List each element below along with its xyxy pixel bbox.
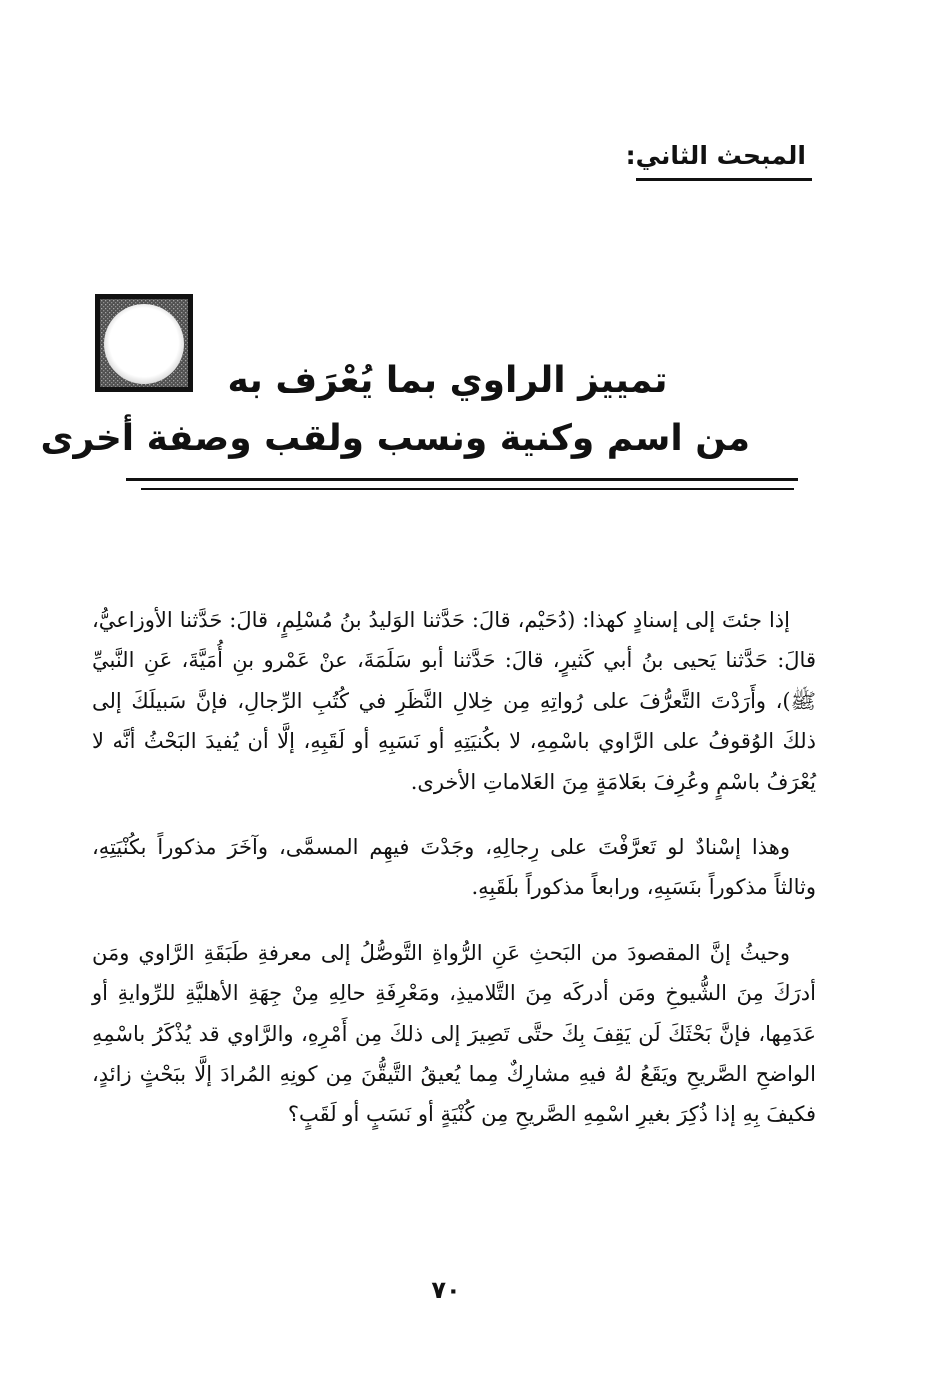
section-label: المبحث الثاني: xyxy=(625,141,806,170)
title-divider-thin xyxy=(141,488,794,490)
chapter-title-line-2: من اسم وكنية ونسب ولقب وصفة أخرى xyxy=(40,418,750,459)
chapter-title-line-1: تمييز الراوي بما يُعْرَف به xyxy=(227,360,668,401)
page-number: ٧٠ xyxy=(431,1276,461,1304)
paragraph-3: وحيثُ إنَّ المقصودَ من البَحثِ عَنِ الرُّواةِ التَّوصُّلُ إلى معرفةِ طَبَقَةِ الرَّاوي ومَن أدرَكَ مِنَ الشُّيوخِ ومَن أدركَه مِنَ التَّلاميذِ، ومَعْرِفَةِ حالِهِ مِنْ جِهَةِ الأهليَّةِ للرِّوايةِ أو عَدَمِها، فإنَّ بَحْثَكَ لَن يَقِفَ بِكَ حتَّى تَصِيرَ إلى ذلكَ مِن أَمْرِهِ، والرَّاوي قد يُذْكَرُ باسْمِهِ الواضحِ الصَّريحِ ويَقَعُ لهُ فيهِ مشارِكٌ مِما يُعيقُ التَّيقُّنَ مِن كونِهِ المُرادَ إلَّا ببَحْثٍ زائدٍ، فكيفَ بِهِ إذا ذُكِرَ بغيرِ اسْمِهِ الصَّريحِ مِن كُنْيَةٍ أو نَسَبٍ أو لَقَبٍ؟ xyxy=(92,940,816,1127)
chapter-title xyxy=(40,352,750,468)
paragraph-1: إذا جئتَ إلى إسنادٍ كهذا: (دُحَيْم، قالَ: حَدَّثنا الوَليدُ بنُ مُسْلِمٍ، قالَ: حَدَّثنا الأوزاعيُّ، قالَ: حَدَّثنا يَحيى بنُ أبي كَثيرٍ، قالَ: حَدَّثنا أبو سَلَمَةَ، عنْ عَمْرو بنِ أُمَيَّةَ، عَنِ النَّبيِّ ﷺ)، وأَرَدْتَ التَّعرُّفَ على رُواتِهِ مِن خِلالِ النَّظَرِ في كُتُبِ الرِّجالِ، فإنَّ سَبيلَكَ إلى ذلكَ الوُقوفُ على الرَّاوي باسْمِهِ، لا بكُنيَتِهِ أو نَسَبِهِ أو لَقَبِهِ، إلَّا أن يُفيدَ البَحْثُ أنَّه لا يُعْرَفُ باسْمٍ وعُرِفَ بعَلامَةٍ مِنَ العَلاماتِ الأخرى. xyxy=(92,608,816,794)
paragraph-2: وهذا إسْنادٌ لو تَعرَّفْتَ على رِجالِهِ، وجَدْتَ فيهِم المسمَّى، وآخَرَ مذكوراً بكُنْيَتِهِ، وثالثاً مذكوراً بنَسَبِهِ، ورابعاً مذكوراً بلَقَبِهِ. xyxy=(92,835,816,900)
body-text xyxy=(92,600,816,1160)
title-divider-thick xyxy=(126,478,798,481)
section-label-underline xyxy=(636,178,812,181)
